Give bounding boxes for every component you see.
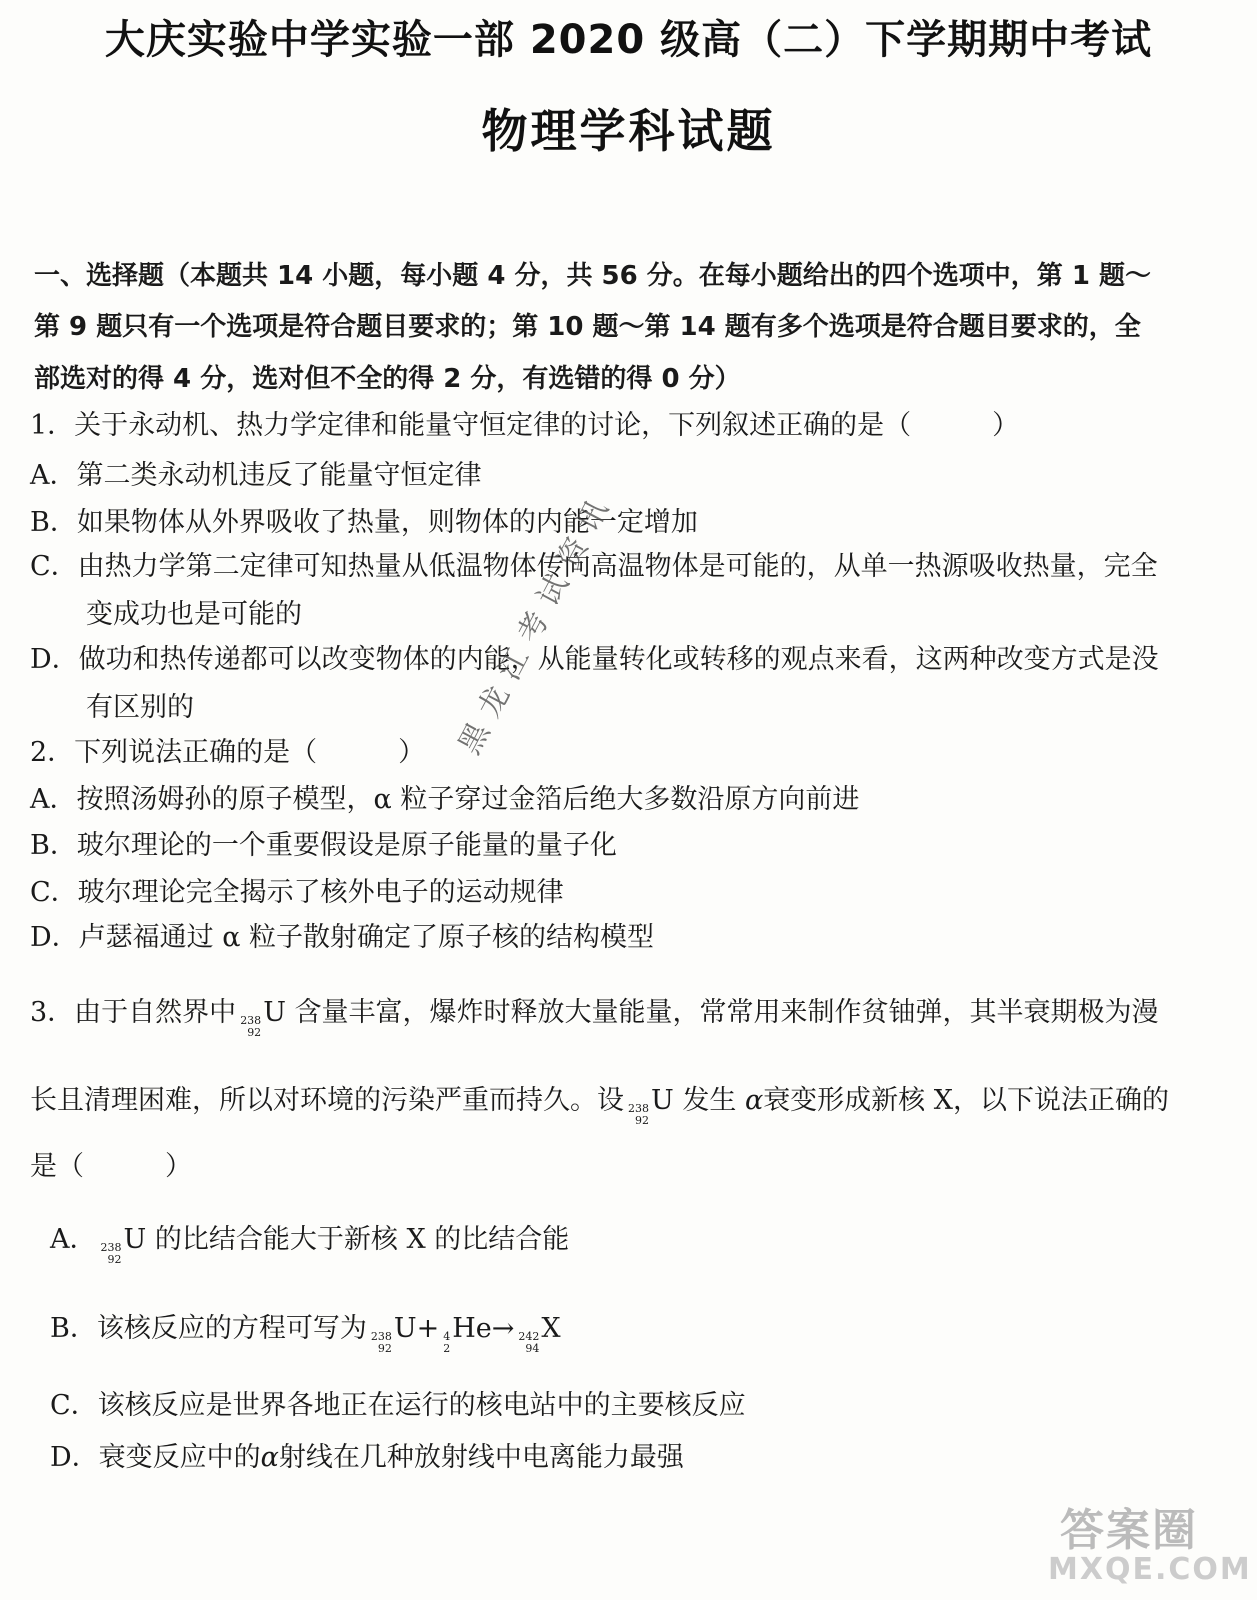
uranium-nuclide-label — [628, 1103, 649, 1127]
q2-option-c: C．玻尔理论完全揭示了核外电子的运动规律 — [30, 877, 564, 908]
he-symbol: He — [452, 1313, 492, 1344]
he-mass-number: 4 — [443, 1329, 451, 1343]
q1-option-a: A．第二类永动机违反了能量守恒定律 — [30, 460, 482, 491]
he-atomic-number: 2 — [443, 1341, 451, 1355]
q1-stem: 1．关于永动机、热力学定律和能量守恒定律的讨论，下列叙述正确的是（ ） — [30, 410, 1020, 441]
q1-option-d-continued: 有区别的 — [86, 692, 194, 723]
u-symbol: U — [651, 1085, 674, 1116]
q3-stem-prefix: 3．由于自然界中 — [30, 997, 237, 1028]
uranium-nuclide-label — [101, 1242, 122, 1266]
q2-option-a: A．按照汤姆孙的原子模型，α 粒子穿过金箔后绝大多数沿原方向前进 — [30, 784, 860, 815]
u-symbol: U — [393, 1313, 417, 1344]
u-atomic-number: 92 — [377, 1341, 392, 1355]
u-mass-number: 238 — [240, 1013, 262, 1027]
watermark-text: 黑龙江考试资讯 — [452, 484, 621, 761]
q2-stem: 2．下列说法正确的是（ ） — [30, 737, 426, 768]
x-nuclide-label — [518, 1331, 539, 1355]
q3-b-prefix: B．该核反应的方程可写为 — [50, 1313, 367, 1344]
x-symbol: X — [541, 1313, 561, 1344]
q2-option-b: B．玻尔理论的一个重要假设是原子能量的量子化 — [30, 830, 617, 861]
q3-option-d — [50, 1435, 684, 1474]
q3-option-b — [50, 1306, 561, 1355]
uranium-nuclide-label — [240, 1015, 261, 1039]
q3-a-prefix: A． — [50, 1224, 97, 1255]
x-atomic-number: 94 — [525, 1341, 540, 1355]
logo-url-text: MXQE.COM — [1048, 1552, 1252, 1587]
q3-stem-suffix: 含量丰富，爆炸时释放大量能量，常常用来制作贫铀弹，其半衰期极为漫 — [294, 997, 1159, 1028]
subject-title: 物理学科试题 — [481, 104, 776, 158]
plus-sign: + — [416, 1313, 440, 1344]
q1-option-d: D．做功和热传递都可以改变物体的内能，从能量转化或转移的观点来看，这两种改变方式是没 — [30, 644, 1159, 675]
reaction-arrow-icon: → — [491, 1313, 515, 1344]
q1-option-c: C．由热力学第二定律可知热量从低温物体传向高温物体是可能的，从单一热源吸收热量，完全 — [30, 551, 1158, 582]
q3-stem-line2 — [30, 1078, 1169, 1127]
section-instruction-line2: 第 9 题只有一个选项是符合题目要求的；第 10 题～第 14 题有多个选项是符合题目要求的，全 — [34, 312, 1141, 342]
alpha-symbol: α — [260, 1442, 279, 1473]
site-logo — [1048, 1494, 1252, 1598]
u-mass-number: 238 — [628, 1101, 649, 1115]
q3-d-prefix: D．衰变反应中的 — [50, 1442, 261, 1473]
logo-chinese-text: 答案圈 — [1060, 1505, 1198, 1556]
exam-title: 大庆实验中学实验一部 2020 级高（二）下学期期中考试 — [104, 17, 1153, 63]
u-atomic-number: 92 — [635, 1113, 649, 1127]
q3-line2-prefix: 长且清理困难，所以对环境的污染严重而持久。设 — [30, 1085, 624, 1116]
q3-line2-suffix: 发生 — [682, 1085, 737, 1116]
section-instruction-line3: 部选对的得 4 分，选对但不全的得 2 分，有选错的得 0 分） — [34, 364, 741, 394]
q3-stem — [30, 990, 1159, 1039]
u-atomic-number: 92 — [107, 1252, 122, 1266]
q3-stem-line3: 是（ ） — [30, 1151, 192, 1182]
alpha-symbol: α — [744, 1085, 764, 1116]
q3-line2-tail: 衰变形成新核 X，以下说法正确的 — [763, 1085, 1169, 1116]
q2-option-d: D．卢瑟福通过 α 粒子散射确定了原子核的结构模型 — [30, 922, 655, 953]
section-instruction-line1: 一、选择题（本题共 14 小题，每小题 4 分，共 56 分。在每小题给出的四个选项中，第 1 题～ — [34, 261, 1151, 291]
x-mass-number: 242 — [518, 1329, 540, 1343]
q3-a-suffix: 的比结合能大于新核 X 的比结合能 — [154, 1224, 570, 1255]
u-atomic-number: 92 — [247, 1025, 262, 1039]
u-mass-number: 238 — [370, 1329, 392, 1343]
uranium-nuclide-label — [371, 1331, 392, 1355]
q1-option-b: B．如果物体从外界吸收了热量，则物体的内能一定增加 — [30, 507, 698, 538]
q1-option-c-continued: 变成功也是可能的 — [86, 599, 302, 630]
q3-option-c: C．该核反应是世界各地正在运行的核电站中的主要核反应 — [50, 1390, 746, 1421]
u-symbol: U — [263, 997, 286, 1028]
q3-d-suffix: 射线在几种放射线中电离能力最强 — [278, 1442, 684, 1473]
q3-option-a — [50, 1217, 569, 1266]
u-mass-number: 238 — [100, 1240, 122, 1254]
helium-nuclide-label — [443, 1331, 450, 1355]
u-symbol: U — [123, 1224, 147, 1255]
